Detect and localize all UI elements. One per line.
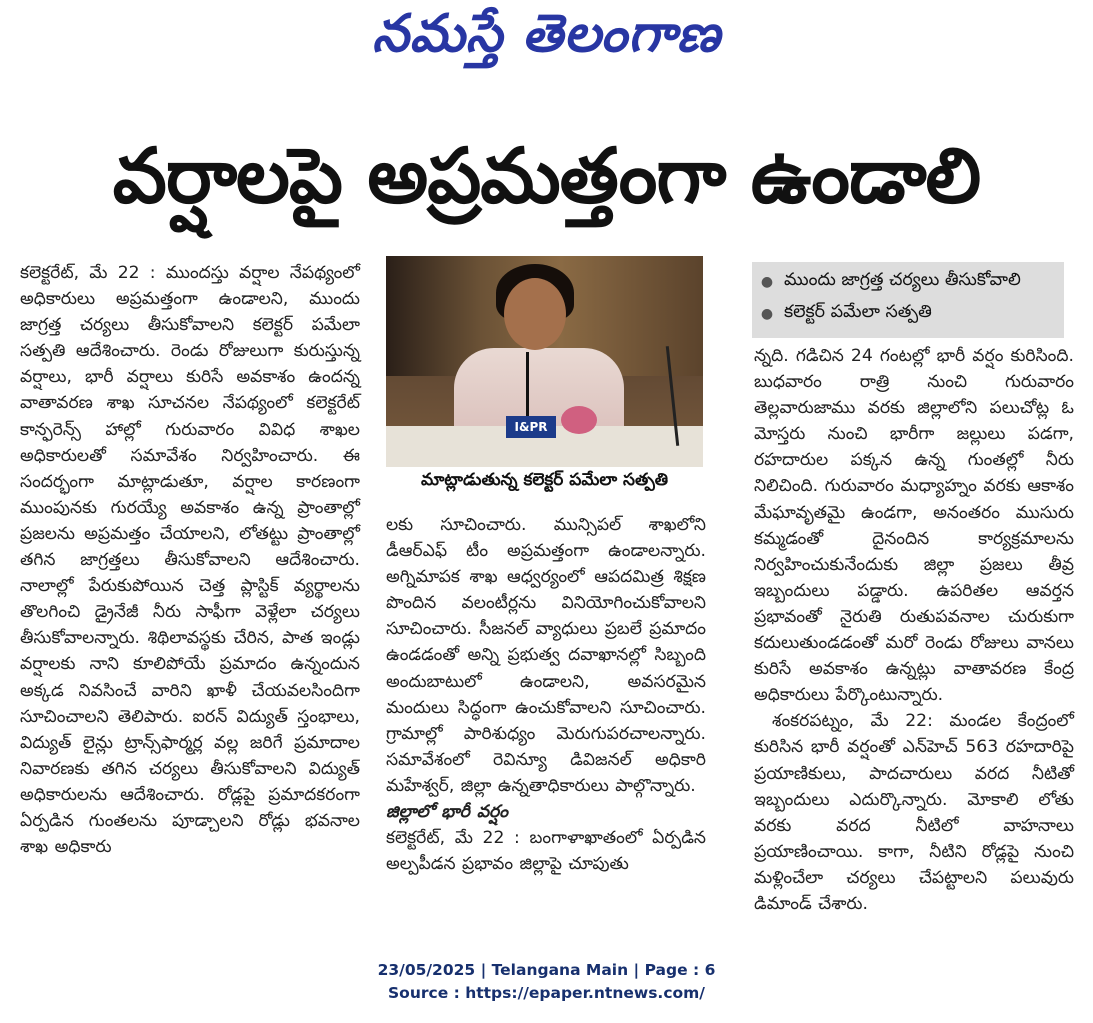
column-3-text: న్నది. గడిచిన 24 గంటల్లో భారీ వర్షం కురిసింది. బుధవారం రాత్రి నుంచి గురువారం తెల్లవారుజాము వరకు జిల్లాలోని పలుచోట్ల ఓ మోస్తరు నుంచి భారీగా జల్లులు పడగా, రహదారుల పక్కన ఉన్న గుంతల్లో నీరు నిలిచింది. గురువారం మధ్యాహ్నం వరకు ఆకాశం మేఘావృతమై ఉండగా, అనంతరం ముసురు కమ్మడంతో దైనందిన కార్యక్రమాలను నిర్వహించుకునేందుకు జిల్లా ప్రజలు తీవ్ర ఇబ్బందులు పడ్డారు. ఉపరితల ఆవర్తన ప్రభావంతో నైరుతి రుతుపవనాల చురుకుగా కదులుతుండడంతో మరో రెండు రోజులు వానలు కురిసే అవకాశం ఉన్నట్లు వాతావరణ కేంద్ర అధికారులు పేర్కొంటున్నారు. bbox=[754, 346, 1074, 706]
bullet-icon: ● bbox=[760, 274, 774, 290]
article-column-3 bbox=[754, 343, 1074, 917]
column-3-text-2: శంకరపట్నం, మే 22: మండల కేంద్రంలో కురిసిన భారీ వర్షంతో ఎన్‌హెచ్ 563 రహదారిపై ప్రయాణికులు, పాదచారులు వరద నీటితో ఇబ్బందులు ఎదుర్కొన్నారు. మోకాలి లోతు వరకు వరద నీటిలో వాహనాలు ప్రయాణించాయి. కాగా, నీటిని రోడ్లపై నుంచి మళ్లించేలా చర్యలు చేపట్టాలని పలువురు డిమాండ్ చేశారు. bbox=[754, 711, 1074, 914]
collector-photo bbox=[386, 256, 703, 467]
flower-icon bbox=[561, 406, 597, 434]
bullet-icon: ● bbox=[760, 306, 774, 322]
photo-caption: మాట్లాడుతున్న కలెక్టర్ పమేలా సత్పతి bbox=[420, 470, 669, 490]
highlight-text: కలెక్టర్ పమేలా సత్పతి bbox=[784, 302, 932, 322]
ipr-badge: I&PR bbox=[506, 416, 556, 438]
highlights-box bbox=[752, 262, 1064, 338]
photo-person-face bbox=[504, 278, 566, 350]
subheading: జిల్లాలో భారీ వర్షం bbox=[386, 802, 508, 823]
column-1-text: కలెక్టరేట్, మే 22 : ముందస్తు వర్షాల నేపథ్యంలో అధికారులు అప్రమత్తంగా ఉండాలని, ముందు జాగ్రత్త చర్యలు తీసుకోవాలని కలెక్టర్ పమేలా సత్పతి ఆదేశించారు. రెండు రోజులుగా కురుస్తున్న వర్షాలు, భారీ వర్షాలు కురిసే అవకాశం ఉందన్న వాతావరణ శాఖ సూచనల నేపథ్యంలో కలెక్టరేట్ కాన్ఫరెన్స్ హాల్లో గురువారం వివిధ శాఖల అధికారులతో సమావేశం నిర్వహించారు. ఈ సందర్భంగా మాట్లాడుతూ, వర్షాల కారణంగా ముంపునకు గురయ్యే అవకాశం ఉన్న ప్రాంతాల్లో ప్రజలను అప్రమత్తం చేయాలని, లోతట్టు ప్రాంతాల్లో తగిన జాగ్రత్తలు తీసుకోవాలని ఆదేశించారు. నాలాల్లో పేరుకుపోయిన చెత్త ప్లాస్టిక్ వ్యర్థాలను తొలగించి డ్రైనేజీ నీరు సాఫీగా వెళ్లేలా చర్యలు తీసుకోవాలన్నారు. శిథిలావస్థకు చేరిన, పాత ఇండ్లు వర్షాలకు నాని కూలిపోయే ప్రమాదం ఉన్నందున అక్కడ నివసించే వారిని ఖాళీ చేయవలసిందిగా సూచించాలని తెలిపారు. ఐరన్ విద్యుత్ స్తంభాలు, విద్యుత్ లైన్లు ట్రాన్స్‌ఫార్మర్ల వల్ల జరిగే ప్రమాదాల నివారణకు తగిన చర్యలు తీసుకోవాలని విద్యుత్ అధికారులను ఆదేశించారు. రోడ్లపై ప్రమాదకరంగా ఏర్పడిన గుంతలను పూడ్చాలని రోడ్లు భవనాల శాఖ అధికారు bbox=[20, 263, 360, 858]
masthead-logo: నమస్తే తెలంగాణ bbox=[372, 3, 721, 64]
article-column-1 bbox=[20, 260, 360, 860]
article-column-2 bbox=[386, 512, 706, 877]
highlight-item bbox=[752, 266, 1064, 298]
highlight-item bbox=[752, 298, 1064, 330]
footer-date-page: 23/05/2025 | Telangana Main | Page : 6 bbox=[377, 961, 716, 979]
column-2-text: లకు సూచించారు. మున్సిపల్ శాఖలోని డీఆర్ఎఫ్ టీం అప్రమత్తంగా ఉండాలన్నారు. అగ్నిమాపక శాఖ ఆధ్వర్యంలో ఆపదమిత్ర శిక్షణ పొందిన వలంటీర్లను వినియోగించుకోవాలని సూచించారు. సీజనల్ వ్యాధులు ప్రబలే ప్రమాదం ఉండడంతో అన్ని ప్రభుత్వ దవాఖానల్లో సిబ్బంది అందుబాటులో ఉండాలని, అవసరమైన మందులు సిద్ధంగా ఉంచుకోవాలని సూచించారు. గ్రామాల్లో పారిశుధ్యం మెరుగుపరచాలన్నారు. సమావేశంలో రెవిన్యూ డివిజనల్ అధికారి మహేశ్వర్, జిల్లా ఉన్నతాధికారులు పాల్గొన్నారు. bbox=[386, 515, 706, 796]
footer-source: Source : https://epaper.ntnews.com/ bbox=[388, 984, 705, 1002]
article-headline: వర్షాలపై అప్రమత్తంగా ఉండాలి bbox=[112, 131, 981, 220]
highlight-text: ముందు జాగ్రత్త చర్యలు తీసుకోవాలి bbox=[784, 270, 1021, 290]
column-2-text-2: కలెక్టరేట్, మే 22 : బంగాళాఖాతంలో ఏర్పడిన అల్పపీడన ప్రభావం జిల్లాపై చూపుతు bbox=[386, 828, 706, 875]
